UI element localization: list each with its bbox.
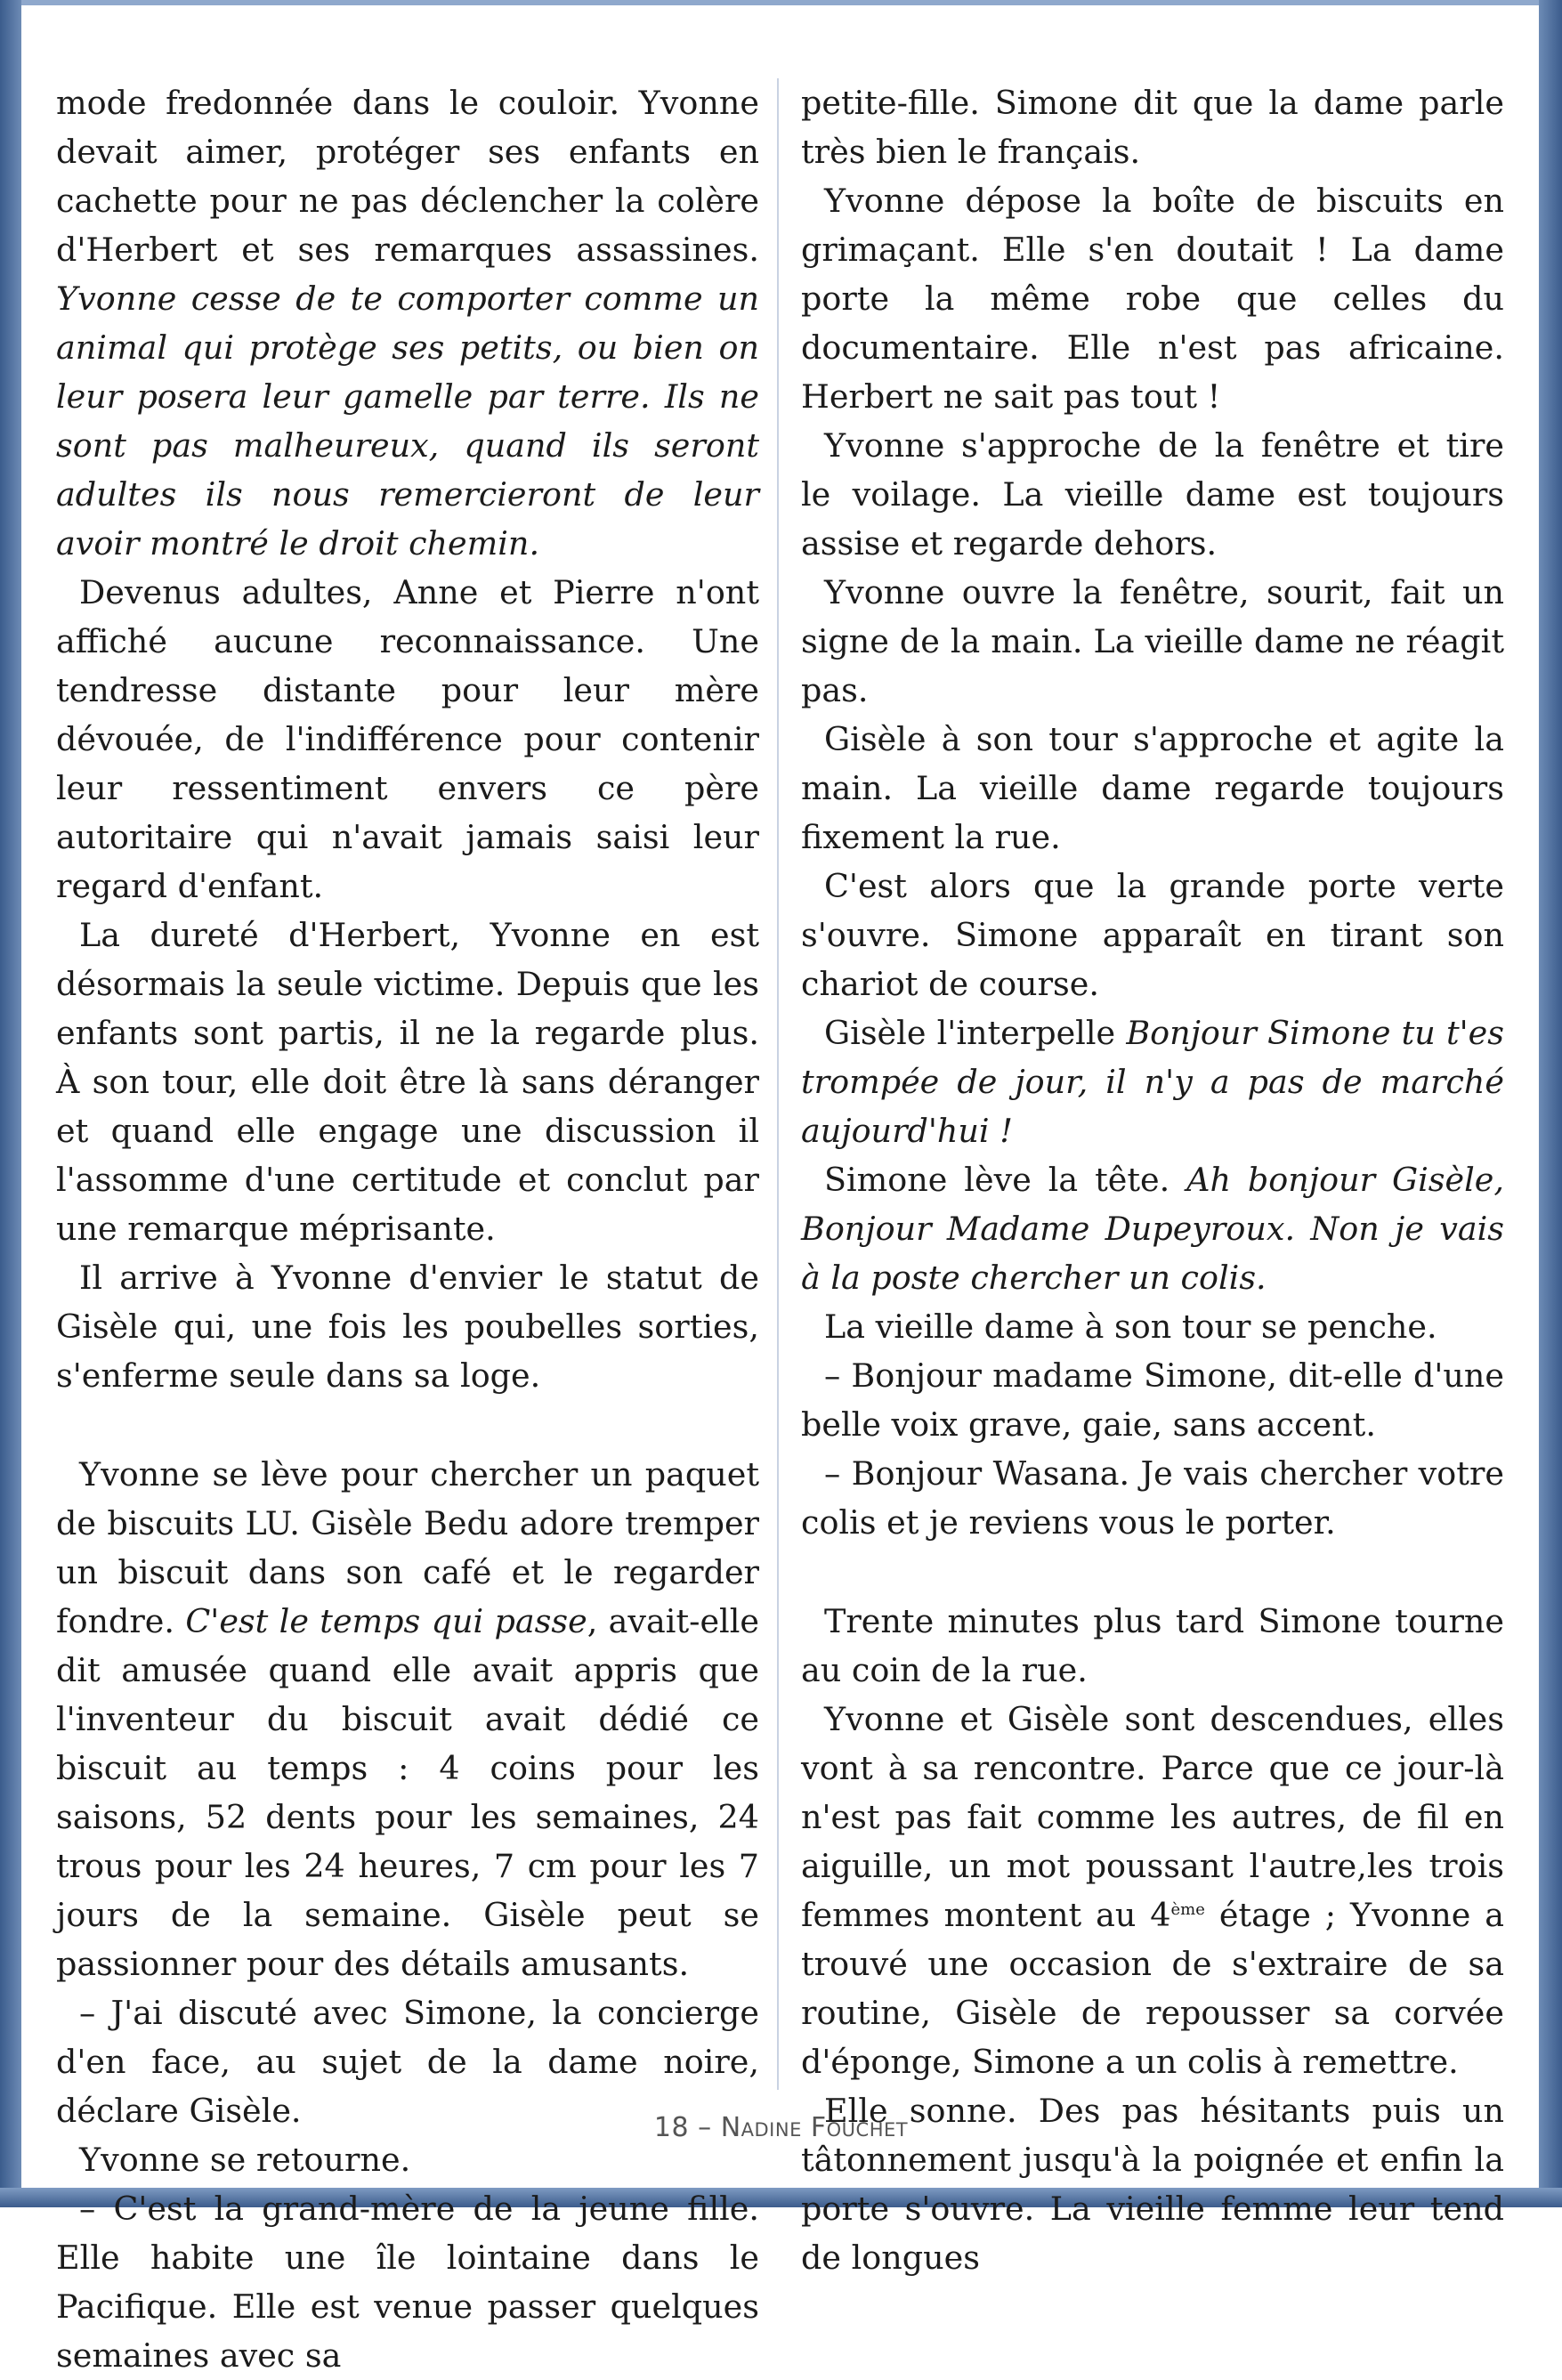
paragraph: Devenus adultes, Anne et Pierre n'ont affiché aucune reconnaissance. Une tendresse distante pour leur mère dévouée, de l'indifférence pour contenir leur ressentiment envers ce père autoritaire qui n'avait jamais saisi leur regard d'enfant. [56, 573, 759, 905]
paragraph: Yvonne et Gisèle sont descendues, elles vont à sa rencontre. Parce que ce jour-là n'est pas fait comme les autres, de fil en aiguille, un mot poussant l'autre,les trois femmes montent au 4ème étage ; Yvonne a trouvé une occasion de s'extraire de sa routine, Gisèle de repousser sa corvée d'éponge, Simone a un colis à remettre. [801, 1700, 1504, 2081]
paragraph: Trente minutes plus tard Simone tourne au coin de la rue. [801, 1602, 1504, 1689]
paragraph: mode fredonnée dans le couloir. Yvonne devait aimer, protéger ses enfants en cachette pour ne pas déclencher la colère d'Herbert et ses remarques assassines. Yvonne cesse de te comporter comme un animal qui protège ses petits, ou bien on leur posera leur gamelle par terre. Ils ne sont pas malheureux, quand ils seront adultes ils nous remercieront de leur avoir montré le droit chemin. [56, 84, 759, 563]
ordinal-superscript: ème [1170, 1899, 1205, 1919]
dialogue-line: – J'ai discuté avec Simone, la concierge d'en face, au sujet de la dame noire, déclare Gisèle. [56, 1994, 759, 2130]
paragraph: Yvonne se lève pour chercher un paquet de biscuits LU. Gisèle Bedu adore tremper un biscuit dans son café et le regarder fondre. C'est le temps qui passe, avait-elle dit amusée quand elle avait appris que l'inventeur du biscuit avait dédié ce biscuit au temps : 4 coins pour les saisons, 52 dents pour les semaines, 24 trous pour les 24 heures, 7 cm pour les 7 jours de la semaine. Gisèle peut se passionner pour des détails amusants. [56, 1455, 759, 1983]
paragraph: La dureté d'Herbert, Yvonne en est désormais la seule victime. Depuis que les enfants sont partis, il ne la regarde plus. À son tour, elle doit être là sans déranger et quand elle engage une discussion il l'assomme d'une certitude et conclut par une remarque méprisante. [56, 916, 759, 1248]
paragraph: Gisèle l'interpelle Bonjour Simone tu t'es trompée de jour, il n'y a pas de marché aujourd'hui ! [801, 1014, 1504, 1150]
paragraph: Yvonne dépose la boîte de biscuits en grimaçant. Elle s'en doutait ! La dame porte la même robe que celles du documentaire. Elle n'est pas africaine. Herbert ne sait pas tout ! [801, 182, 1504, 416]
page-number: 18 [653, 2112, 690, 2143]
page-footer [0, 2112, 1562, 2143]
page-border-left [0, 0, 21, 2207]
paragraph: Simone lève la tête. Ah bonjour Gisèle, Bonjour Madame Dupeyroux. Non je vais à la poste chercher un colis. [801, 1161, 1504, 1297]
italic-dialogue: Yvonne cesse de te comporter comme un animal qui protège ses petits, ou bien on leur posera leur gamelle par terre. Ils ne sont pas malheureux, quand ils seront adultes ils nous remercieront de leur avoir montré le droit chemin. [56, 279, 759, 563]
author-name: Nadine Fouchet [720, 2112, 909, 2143]
page-border-top [0, 0, 1562, 5]
section-break [801, 1547, 1504, 1597]
paragraph: Yvonne s'approche de la fenêtre et tire le voilage. La vieille dame est toujours assise et regarde dehors. [801, 426, 1504, 563]
italic-dialogue: Ah bonjour Gisèle, Bonjour Madame Dupeyroux. Non je vais à la poste chercher un colis. [801, 1161, 1504, 1297]
section-break [56, 1400, 759, 1450]
italic-dialogue: Bonjour Simone tu t'es trompée de jour, il n'y a pas de marché aujourd'hui ! [801, 1014, 1504, 1150]
right-text-column [801, 78, 1504, 2282]
paragraph: Yvonne se retourne. [79, 2141, 411, 2179]
dialogue-line: – Bonjour Wasana. Je vais chercher votre colis et je reviens vous le porter. [801, 1454, 1504, 1542]
dialogue-line: – Bonjour madame Simone, dit-elle d'une belle voix grave, gaie, sans accent. [801, 1356, 1504, 1444]
paragraph: Gisèle à son tour s'approche et agite la main. La vieille dame regarde toujours fixement la rue. [801, 720, 1504, 856]
footer-dash: – [698, 2112, 712, 2143]
paragraph: C'est alors que la grande porte verte s'ouvre. Simone apparaît en tirant son chariot de course. [801, 867, 1504, 1003]
left-text-column [56, 78, 759, 2380]
column-divider [777, 78, 779, 2090]
italic-quote: C'est le temps qui passe [185, 1602, 587, 1640]
paragraph: Il arrive à Yvonne d'envier le statut de Gisèle qui, une fois les poubelles sorties, s'enferme seule dans sa loge. [56, 1259, 759, 1395]
paragraph: Elle sonne. Des pas hésitants puis un tâtonnement jusqu'à la poignée et enfin la porte s'ouvre. La vieille femme leur tend de longues [801, 2092, 1504, 2277]
paragraph: Yvonne ouvre la fenêtre, sourit, fait un signe de la main. La vieille dame ne réagit pas. [801, 573, 1504, 709]
page-border-right [1539, 0, 1562, 2207]
paragraph: La vieille dame à son tour se penche. [824, 1307, 1437, 1346]
dialogue-line: – C'est la grand-mère de la jeune fille. Elle habite une île lointaine dans le Pacifique. Elle est venue passer quelques semaines avec sa [56, 2190, 759, 2375]
paragraph: petite-fille. Simone dit que la dame parle très bien le français. [801, 84, 1504, 171]
